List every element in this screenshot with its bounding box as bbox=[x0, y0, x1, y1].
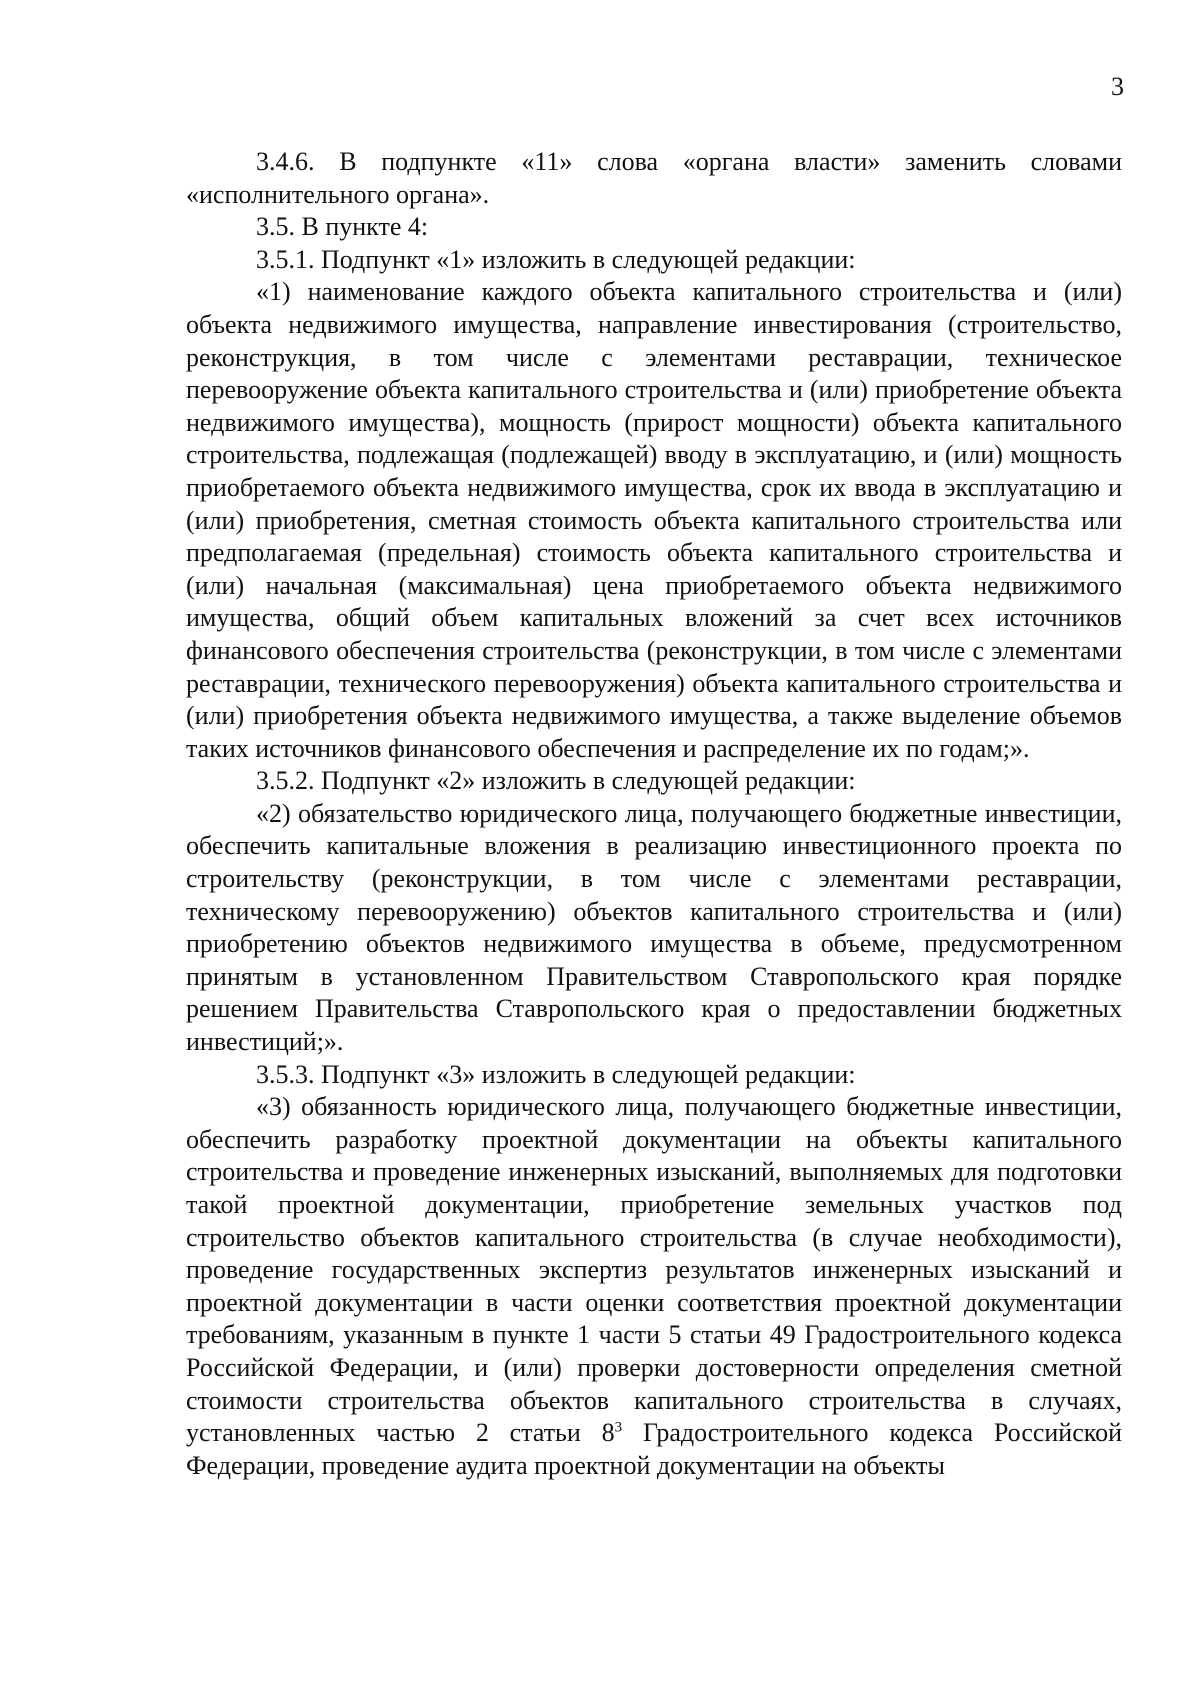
paragraph-3-5: 3.5. В пункте 4: bbox=[256, 212, 429, 242]
paragraph-3-5-1: 3.5.1. Подпункт «1» изложить в следующей редакции: bbox=[256, 244, 856, 274]
paragraph-3-5-3: 3.5.3. Подпункт «3» изложить в следующей редакции: bbox=[256, 1059, 856, 1089]
subpoint-3-text-start: «3) обязанность юридического лица, получающего бюджетные инвестиции, обеспечить разработку проектной документации на объекты капитального строительства и проведение инженерных изысканий, выполняемых для подготовки такой проектной документации, приобретение земельных участков под строительство объектов капитального строительства (в случае необходимости), проведение государственных экспертиз результатов инженерных изысканий и проектной документации в части оценки соответствия проектной документации требованиям, указанным в пункте 1 части 5 статьи 49 Градостроительного кодекса Российской Федерации, и (или) проверки достоверности определения сметной стоимости строительства объектов капитального строительства в случаях, установленных частью 2 статьи 8 bbox=[186, 1092, 1122, 1448]
paragraph-3-5-2: 3.5.2. Подпункт «2» изложить в следующей редакции: bbox=[256, 766, 856, 796]
subpoint-3-text-end: Градостроительного кодекса Российской Федерации, проведение аудита проектной документации на объекты bbox=[186, 1418, 1122, 1480]
page-number: 3 bbox=[1111, 72, 1124, 101]
paragraph-subpoint-1-text: «1) наименование каждого объекта капитального строительства и (или) объекта недвижимого имущества, направление инвестирования (строительство, реконструкция, в том числе с элементами реставрации, техническое перевооружение объекта капитального строительства и (или) приобретение объекта недвижимого имущества), мощность (прирост мощности) объекта капитального строительства, подлежащая (подлежащей) вводу в эксплуатацию, и (или) мощность приобретаемого объекта недвижимого имущества, срок их ввода в эксплуатацию и (или) приобретения, сметная стоимость объекта капитального строительства или предполагаемая (предельная) стоимость объекта капитального строительства и (или) начальная (максимальная) цена приобретаемого объекта недвижимого имущества, общий объем капитальных вложений за счет всех источников финансового обеспечения строительства (реконструкции, в том числе с элементами реставрации, технического перевооружения) объекта капитального строительства и (или) приобретения объекта недвижимого имущества, а также выделение объемов таких источников финансового обеспечения и распределение их по годам;». bbox=[186, 277, 1122, 763]
document-body bbox=[186, 146, 1122, 1482]
article-superscript: 3 bbox=[614, 1419, 623, 1436]
paragraph-subpoint-2-text: «2) обязательство юридического лица, получающего бюджетные инвестиции, обеспечить капитальные вложения в реализацию инвестиционного проекта по строительству (реконструкции, в том числе с элементами реставрации, техническому перевооружению) объектов капитального строительства и (или) приобретению объектов недвижимого имущества в объеме, предусмотренном принятым в установленном Правительством Ставропольского края порядке решением Правительства Ставропольского края о предоставлении бюджетных инвестиций;». bbox=[186, 798, 1122, 1057]
paragraph-subpoint-3-text bbox=[186, 1091, 1122, 1482]
paragraph-3-4-6: 3.4.6. В подпункте «11» слова «органа власти» заменить словами «исполнительного органа». bbox=[186, 147, 1122, 209]
